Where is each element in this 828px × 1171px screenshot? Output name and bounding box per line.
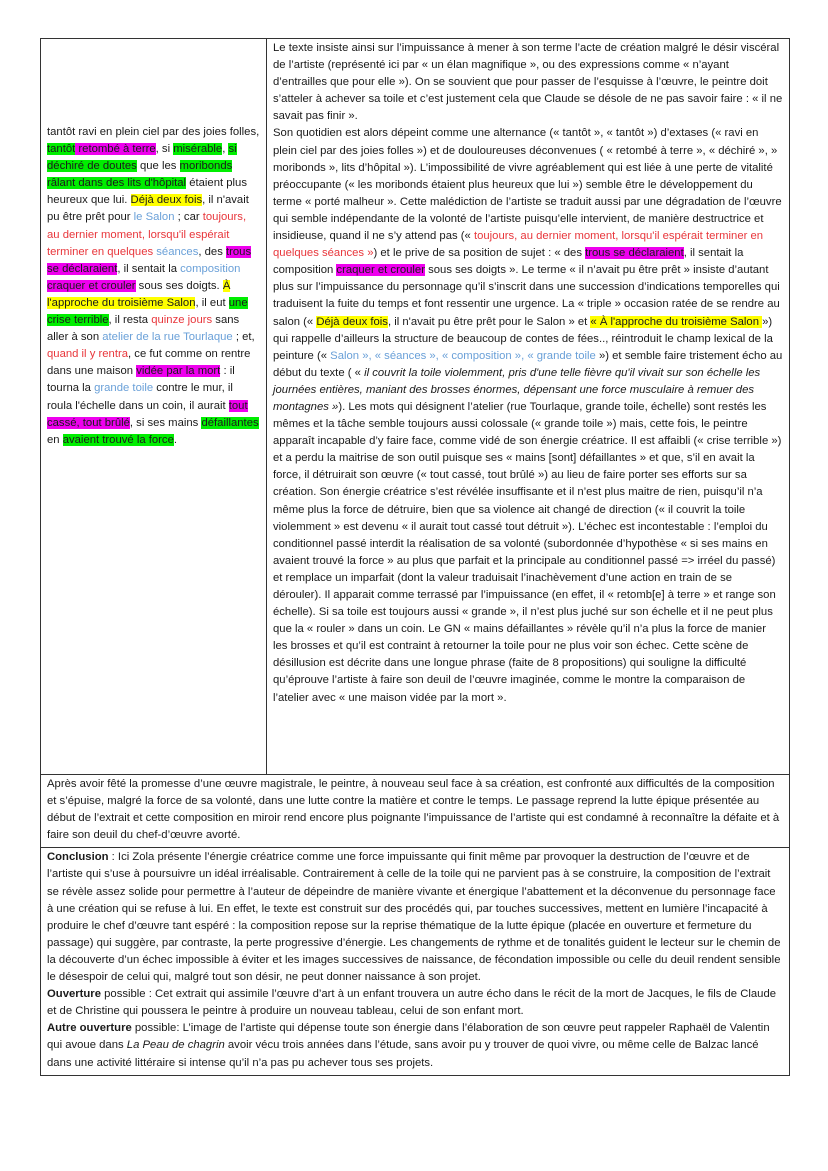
extract-segment: étaient plus heureux que lui. [47, 177, 247, 207]
extract-segment: , si ses mains [129, 416, 202, 429]
conclusion-paragraph [47, 849, 783, 986]
extract-segment: que les [136, 160, 180, 173]
extract-colored: composition [180, 262, 241, 275]
analysis-colored: Salon », « séances », « composition », « grande toile [330, 349, 599, 362]
analysis-segment: ») et semble faire tristement écho au début du texte ( « [273, 349, 783, 379]
analysis-colored: toujours, au dernier moment, lorsqu'il espérait terminer en quelques séances » [273, 230, 764, 260]
extract-highlight: À l'approche du troisième Salon [47, 279, 231, 309]
analysis-segment: Son quotidien est alors dépeint comme une alternance (« tantôt », « tantôt ») d’extases (« ravi en plein ciel par des joies folles ») et de douloureuses déconvenues ( « retombé à terre », « déchiré », » moribonds », lits d’hôpital »). L’impossibilité de vivre agréablement qui est liée à une perte de vitalité préoccupante (« les moribonds étaient plus heureux que lui ») semble être le développement du terme « porté malheur ». Cette malédiction de l’artiste se traduit aussi par une dégradation de l’œuvre qui semble indépendante de la volonté de l’artiste puisqu’elle intervient, de manière destructrice et insidieuse, quand il ne s’y attend pas (« [273, 127, 782, 243]
extract-colored: séances [156, 245, 199, 258]
autre-ouverture-paragraph [47, 1020, 783, 1071]
extract-segment: ravi en plein ciel par des joies folles, [75, 126, 260, 138]
extract-segment: contre le mur, il roula l'échelle dans un coin, il aurait [47, 382, 233, 412]
extract-highlight: vidée par la mort [136, 365, 221, 378]
extract-highlight: misérable [173, 143, 223, 156]
extract-colored: toujours, au dernier moment, lorsqu'il espérait terminer en quelques [47, 211, 247, 258]
extract-colored: le Salon [133, 211, 175, 224]
extract-text [47, 124, 260, 449]
analysis-paragraph-2 [273, 125, 783, 706]
analysis-segment: ») qui rappelle d’ailleurs la structure de beaucoup de contes de fées.., réintroduit le champ lexical de la peinture (« [273, 315, 773, 362]
conclusion-text: : Ici Zola présente l’énergie créatrice comme une force impuissante qui finit même par provoquer la destruction de l’œuvre et de l’artiste qui s’use à poursuivre un idéal irréalisable. Contrairement à celle de la toile qui ne parvient pas à se construire, la composition de l’extrait se révèle assez solide pour permettre à l’auteur de dépeindre de manière vivante et énergique l’abattement et la déconvenue du personnage face à une création qui se refuse à lui. En effet, le texte est construit sur des procédés qui, par touches successives, mettent en lumière l’incapacité à produire le chef d’œuvre tant espéré : la composition repose sur la reprise thématique de la lutte épique (placée en ouverture et fermeture du passage) qui suggère, par contraste, la perte progressive d’énergie. Les changements de rythme et de tonalités guident le lecteur sur le chemin de la découverte d’un échec impossible à éviter et les images successives de naissance, de fécondation impossible ou celle du deuil rendent sensible le désespoir de celui qui, malgré tout son désir, ne peut donner naissance à son projet. [47, 851, 781, 984]
extract-segment: : il tourna la [47, 365, 235, 395]
extract-segment: en [47, 433, 63, 446]
document-table [40, 38, 790, 1076]
autre-ouverture-label: Autre ouverture [47, 1022, 132, 1035]
extract-segment: . [173, 433, 178, 446]
extract-highlight: défaillantes [201, 416, 259, 429]
conclusion-row [41, 848, 789, 1074]
extract-highlight: tout cassé, tout brûlé [47, 399, 248, 429]
extract-highlight: craquer et crouler [47, 279, 136, 292]
analysis-highlight: trous se déclaraient [585, 247, 684, 260]
synthesis-row [41, 775, 789, 848]
ouverture-paragraph [47, 986, 783, 1020]
extract-segment: , il resta [108, 314, 152, 327]
extract-segment: , [222, 143, 229, 156]
extract-segment: tantôt [47, 126, 76, 138]
extract-colored: quinze jours [151, 314, 213, 327]
extract-colored: quand il y rentra [47, 348, 129, 361]
analysis-segment: ). Les mots qui désignent l’atelier (rue Tourlaque, grande toile, échelle) sont restés les mêmes et la tâche semble toujours aussi colossale (« grande toile ») mais, cette fois, le peintre apparaît incapable d’y faire face, comme vidé de son énergie créatrice. Il est affaibli (« crise terrible ») et a perdu la maitrise de son outil puisque ses « mains [sont] défaillantes » et que, s’il en avait la force, il détruirait son œuvre (« tout cassé, tout brûlé ») au lieu de faire porter ses efforts sur sa création. Son énergie créatrice s’est révélée insuffisante et il n’est plus maitre de rien, puisqu’il n’a même plus la force de détruire, bien que sa violence ait changé de direction (« il couvrit la toile violemment » est devenu « il aurait tout cassé tout détruit »). L’échec est incontestable : l’emploi du conditionnel passé interdit la réalisation de sa volonté (subordonnée d’hypothèse « si ses mains en avaient trouvé la force » au plus que parfait et la principale au conditionnel passé => irréel du passé) et remplace un imparfait (dont la valeur traduisait l’inachèvement d’une action en train de se dérouler). Il apparait comme terrassé par l’impuissance (en effet, il « retomb[e] à terre » et range son échelle). Si sa toile est toujours aussi « grande », il n’est plus juché sur son échelle et il ne peut plus que la « rouler » dans un coin. Le GN « mains défaillantes » révèle qu’il n’a plus la force de manier les brosses et qu’il est contraint à retourner la toile pour ne plus voir son échec. Cette scène de désillusion est décrite dans une longue phrase (faite de 8 propositions) qui souligne la difficulté qu’éprouve l’artiste à faire son deuil de l’œuvre imaginée, comme le montre la comparaison de l’atelier avec « une maison vidée par la mort ». [273, 400, 782, 704]
extract-segment: ; et, [232, 331, 255, 344]
extract-segment: , il sentait la [117, 262, 181, 275]
analysis-column [267, 39, 789, 774]
extract-colored: atelier de la rue Tourlaque [102, 331, 233, 344]
analysis-segment: sous ses doigts ». Le terme « il n’avait pu être prêt » insiste d’autant plus sur l’impuissance du personnage qu’il s’inscrit dans une succession d’indications temporelles qui traduisent la fuite du temps et font ressentir une urgence. La « triple » occasion ratée de se rendre au salon (« [273, 264, 780, 328]
extract-highlight: si déchiré de doutes [47, 143, 237, 173]
extract-colored: grande toile [94, 382, 154, 395]
book-title: La Peau de chagrin [126, 1039, 225, 1052]
analysis-segment: , il n'avait pu être prêt pour le Salon » et [387, 315, 591, 328]
extract-segment: sans aller à son [47, 314, 240, 344]
extract-column [41, 39, 267, 774]
extract-segment: , ce fut comme on rentre dans une maison [47, 348, 251, 378]
autre-ouverture-text: possible: L’image de l’artiste qui dépense toute son énergie dans l’élaboration de son œuvre peut rappeler Raphaël de Valentin qui avoue dans [47, 1022, 770, 1052]
analysis-highlight: « À l'approche du troisième Salon [590, 315, 763, 328]
autre-ouverture-text-end: avoir vécu trois années dans l’étude, sans avoir pu y trouver de quoi vivre, ou même celle de Balzac lancé dans une activité littéraire si intense qu’il n’a pas pu achever tous ses projets. [47, 1039, 759, 1069]
extract-highlight: trous se déclaraient [47, 245, 252, 275]
synthesis-text: Après avoir fêté la promesse d’une œuvre magistrale, le peintre, à nouveau seul face à sa création, est confronté aux difficultés de la composition et s’épuise, malgré la force de sa volonté, dans une lutte contre la matière et contre le temps. Le passage reprend la lutte épique présentée au début de l’extrait et cette composition en miroir rend encore plus poignante l’impuissance de l’artiste qui est condamné à reconnaître la défaite et à faire son deuil du chef-d’œuvre avorté. [47, 778, 780, 842]
extract-highlight: moribonds râlant dans des lits d'hôpital [47, 160, 233, 190]
extract-highlight: Déjà deux fois [130, 194, 203, 207]
extract-segment: , des [198, 245, 226, 258]
extract-segment: , si [155, 143, 174, 156]
analysis-segment: ) et le prive de sa position de sujet : « des [373, 247, 586, 260]
extract-segment: sous ses doigts. [135, 279, 223, 292]
extract-highlight: tantôt [47, 143, 76, 156]
ouverture-text: possible : Cet extrait qui assimile l’œuvre d’art à un enfant trouvera un autre écho dans le récit de la mort de Jacques, le fils de Claude et de Christine qui poussera le peintre à produire un nouveau tableau, celui de son enfant mort. [47, 988, 777, 1018]
top-row [41, 39, 789, 775]
analysis-highlight: craquer et crouler [336, 264, 425, 277]
analysis-quote: il couvrit la toile violemment, pris d'une telle fièvre qu'il vivait sur son échelle les journées entières, maniant des brosses énormes, dépensant une force musculaire à remuer des montagnes » [273, 366, 761, 413]
conclusion-label: Conclusion [47, 851, 109, 864]
extract-segment: , il eut [195, 296, 229, 309]
analysis-segment: , il sentait la composition [273, 247, 744, 277]
extract-highlight: retombé à terre [75, 143, 156, 156]
extract-segment: , il n'avait pu être prêt pour [47, 194, 249, 224]
analysis-highlight: Déjà deux fois [316, 315, 388, 328]
ouverture-label: Ouverture [47, 988, 101, 1001]
extract-highlight: une crise terrible [47, 296, 248, 327]
extract-highlight: avaient trouvé la force [62, 433, 174, 446]
analysis-paragraph-1: Le texte insiste ainsi sur l’impuissance à mener à son terme l’acte de création malgré le désir viscéral de l’artiste (représenté ici par « un élan magnifique », ou des expressions comme « n’ayant d’entrailles que pour elle »). On se souvient que pour passer de l’esquisse à l’œuvre, le peintre doit s’atteler à achever sa toile et c’est justement cela que Claude se désole de ne pas savoir faire : « il ne savait pas finir ». [273, 42, 783, 123]
extract-segment: ; car [174, 211, 203, 224]
